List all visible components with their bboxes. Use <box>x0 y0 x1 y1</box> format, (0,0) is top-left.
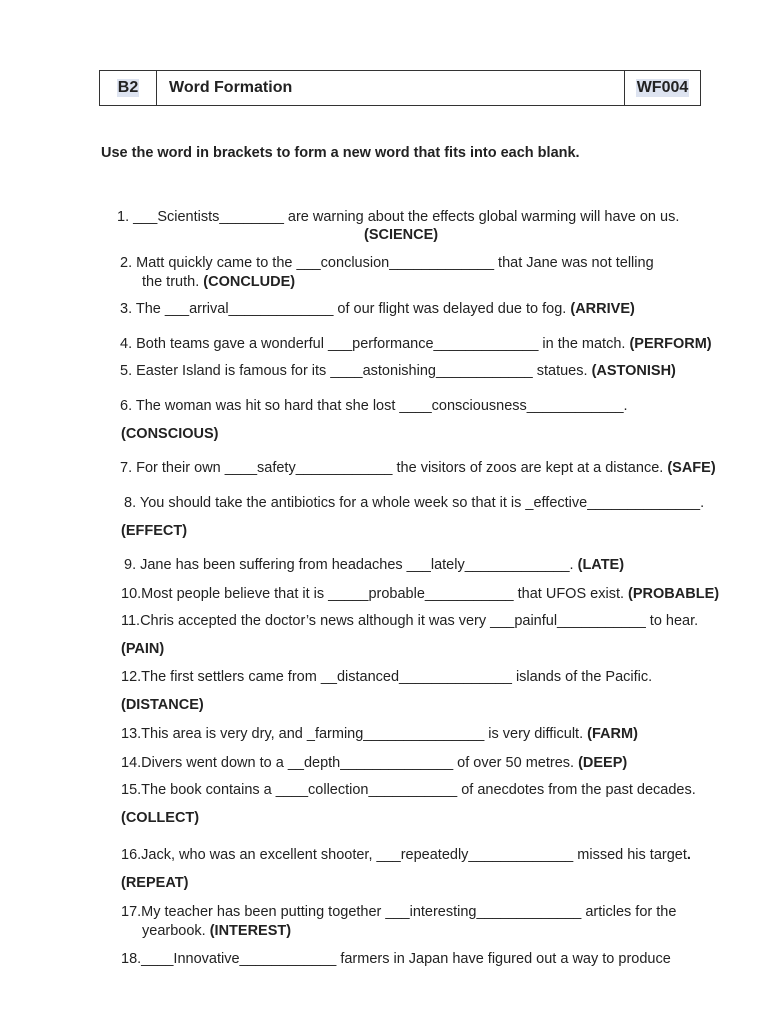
exercise-2-continuation <box>142 273 295 291</box>
exercise-2-sentence: 2. Matt quickly came to the ___conclusion_____________ that Jane was not telling <box>120 255 654 271</box>
exercise-12-sentence: 12.The first settlers came from __distanced______________ islands of the Pacific. <box>121 669 653 685</box>
exercise-8-cue: (EFFECT) <box>121 523 188 539</box>
exercise-2-text: the truth. <box>142 274 204 290</box>
exercise-5-cue: (ASTONISH) <box>591 363 676 379</box>
exercise-7 <box>120 459 716 477</box>
exercise-9 <box>124 556 624 574</box>
exercise-10 <box>121 585 719 603</box>
exercise-12-cue: (DISTANCE) <box>121 697 204 713</box>
exercise-18-sentence: 18.____Innovative____________ farmers in Japan have figured out a way to produce <box>121 951 671 967</box>
exercise-10-cue: (PROBABLE) <box>628 586 720 602</box>
exercise-15-cue: (COLLECT) <box>121 810 200 826</box>
exercise-9-cue: (LATE) <box>577 557 625 573</box>
exercise-16-period: . <box>686 847 691 863</box>
level-cell <box>100 71 157 105</box>
header-table <box>99 70 701 106</box>
exercise-11-sentence: 11.Chris accepted the doctor’s news although it was very ___painful___________ to hear. <box>121 613 699 629</box>
exercise-9-sentence: 9. Jane has been suffering from headaches ___lately_____________. <box>124 557 578 573</box>
exercise-14-cue: (DEEP) <box>578 755 628 771</box>
exercise-13-sentence: 13.This area is very dry, and _farming_______________ is very difficult. <box>121 726 588 742</box>
exercise-3-cue: (ARRIVE) <box>570 301 635 317</box>
exercise-17-continuation <box>142 922 291 940</box>
exercise-5 <box>120 362 676 380</box>
exercise-7-sentence: 7. For their own ____safety____________ the visitors of zoos are kept at a distance. <box>120 460 668 476</box>
exercise-2-cue: (CONCLUDE) <box>203 274 296 290</box>
exercise-7-cue: (SAFE) <box>667 460 716 476</box>
worksheet-title: Word Formation <box>169 79 293 96</box>
exercise-16-cue: (REPEAT) <box>121 875 189 891</box>
exercise-4-sentence: 4. Both teams gave a wonderful ___performance_____________ in the match. <box>120 336 630 352</box>
title-cell <box>157 71 624 105</box>
level-label: B2 <box>117 79 139 96</box>
exercise-13-cue: (FARM) <box>587 726 638 742</box>
exercise-10-sentence: 10.Most people believe that it is _____probable___________ that UFOS exist. <box>121 586 629 602</box>
exercise-16 <box>121 846 691 864</box>
exercise-11-cue: (PAIN) <box>121 641 165 657</box>
exercise-17-text: yearbook. <box>142 923 210 939</box>
exercise-17-cue: (INTEREST) <box>209 923 292 939</box>
exercise-15-sentence: 15.The book contains a ____collection___________ of anecdotes from the past decades. <box>121 782 696 798</box>
instructions: Use the word in brackets to form a new word that fits into each blank. <box>101 145 580 161</box>
code-cell <box>624 71 700 105</box>
exercise-14-sentence: 14.Divers went down to a __depth______________ of over 50 metres. <box>121 755 579 771</box>
worksheet-code: WF004 <box>636 79 689 96</box>
exercise-6-cue: (CONSCIOUS) <box>121 426 219 442</box>
exercise-3 <box>120 300 635 318</box>
exercise-17-sentence: 17.My teacher has been putting together ___interesting_____________ articles for the <box>121 904 677 920</box>
exercise-1-sentence: 1. ___Scientists________ are warning about the effects global warming will have on us. <box>117 209 680 225</box>
exercise-14 <box>121 754 627 772</box>
exercise-6-sentence: 6. The woman was hit so hard that she lost ____consciousness____________. <box>120 398 628 414</box>
exercise-8-sentence: 8. You should take the antibiotics for a whole week so that it is _effective______________. <box>124 495 705 511</box>
exercise-3-sentence: 3. The ___arrival_____________ of our flight was delayed due to fog. <box>120 301 571 317</box>
exercise-16-sentence: 16.Jack, who was an excellent shooter, ___repeatedly_____________ missed his target <box>121 847 687 863</box>
exercise-5-sentence: 5. Easter Island is famous for its ____astonishing____________ statues. <box>120 363 592 379</box>
exercise-1-cue: (SCIENCE) <box>364 227 439 243</box>
exercise-4-cue: (PERFORM) <box>629 336 712 352</box>
exercise-4 <box>120 335 712 353</box>
exercise-13 <box>121 725 638 743</box>
